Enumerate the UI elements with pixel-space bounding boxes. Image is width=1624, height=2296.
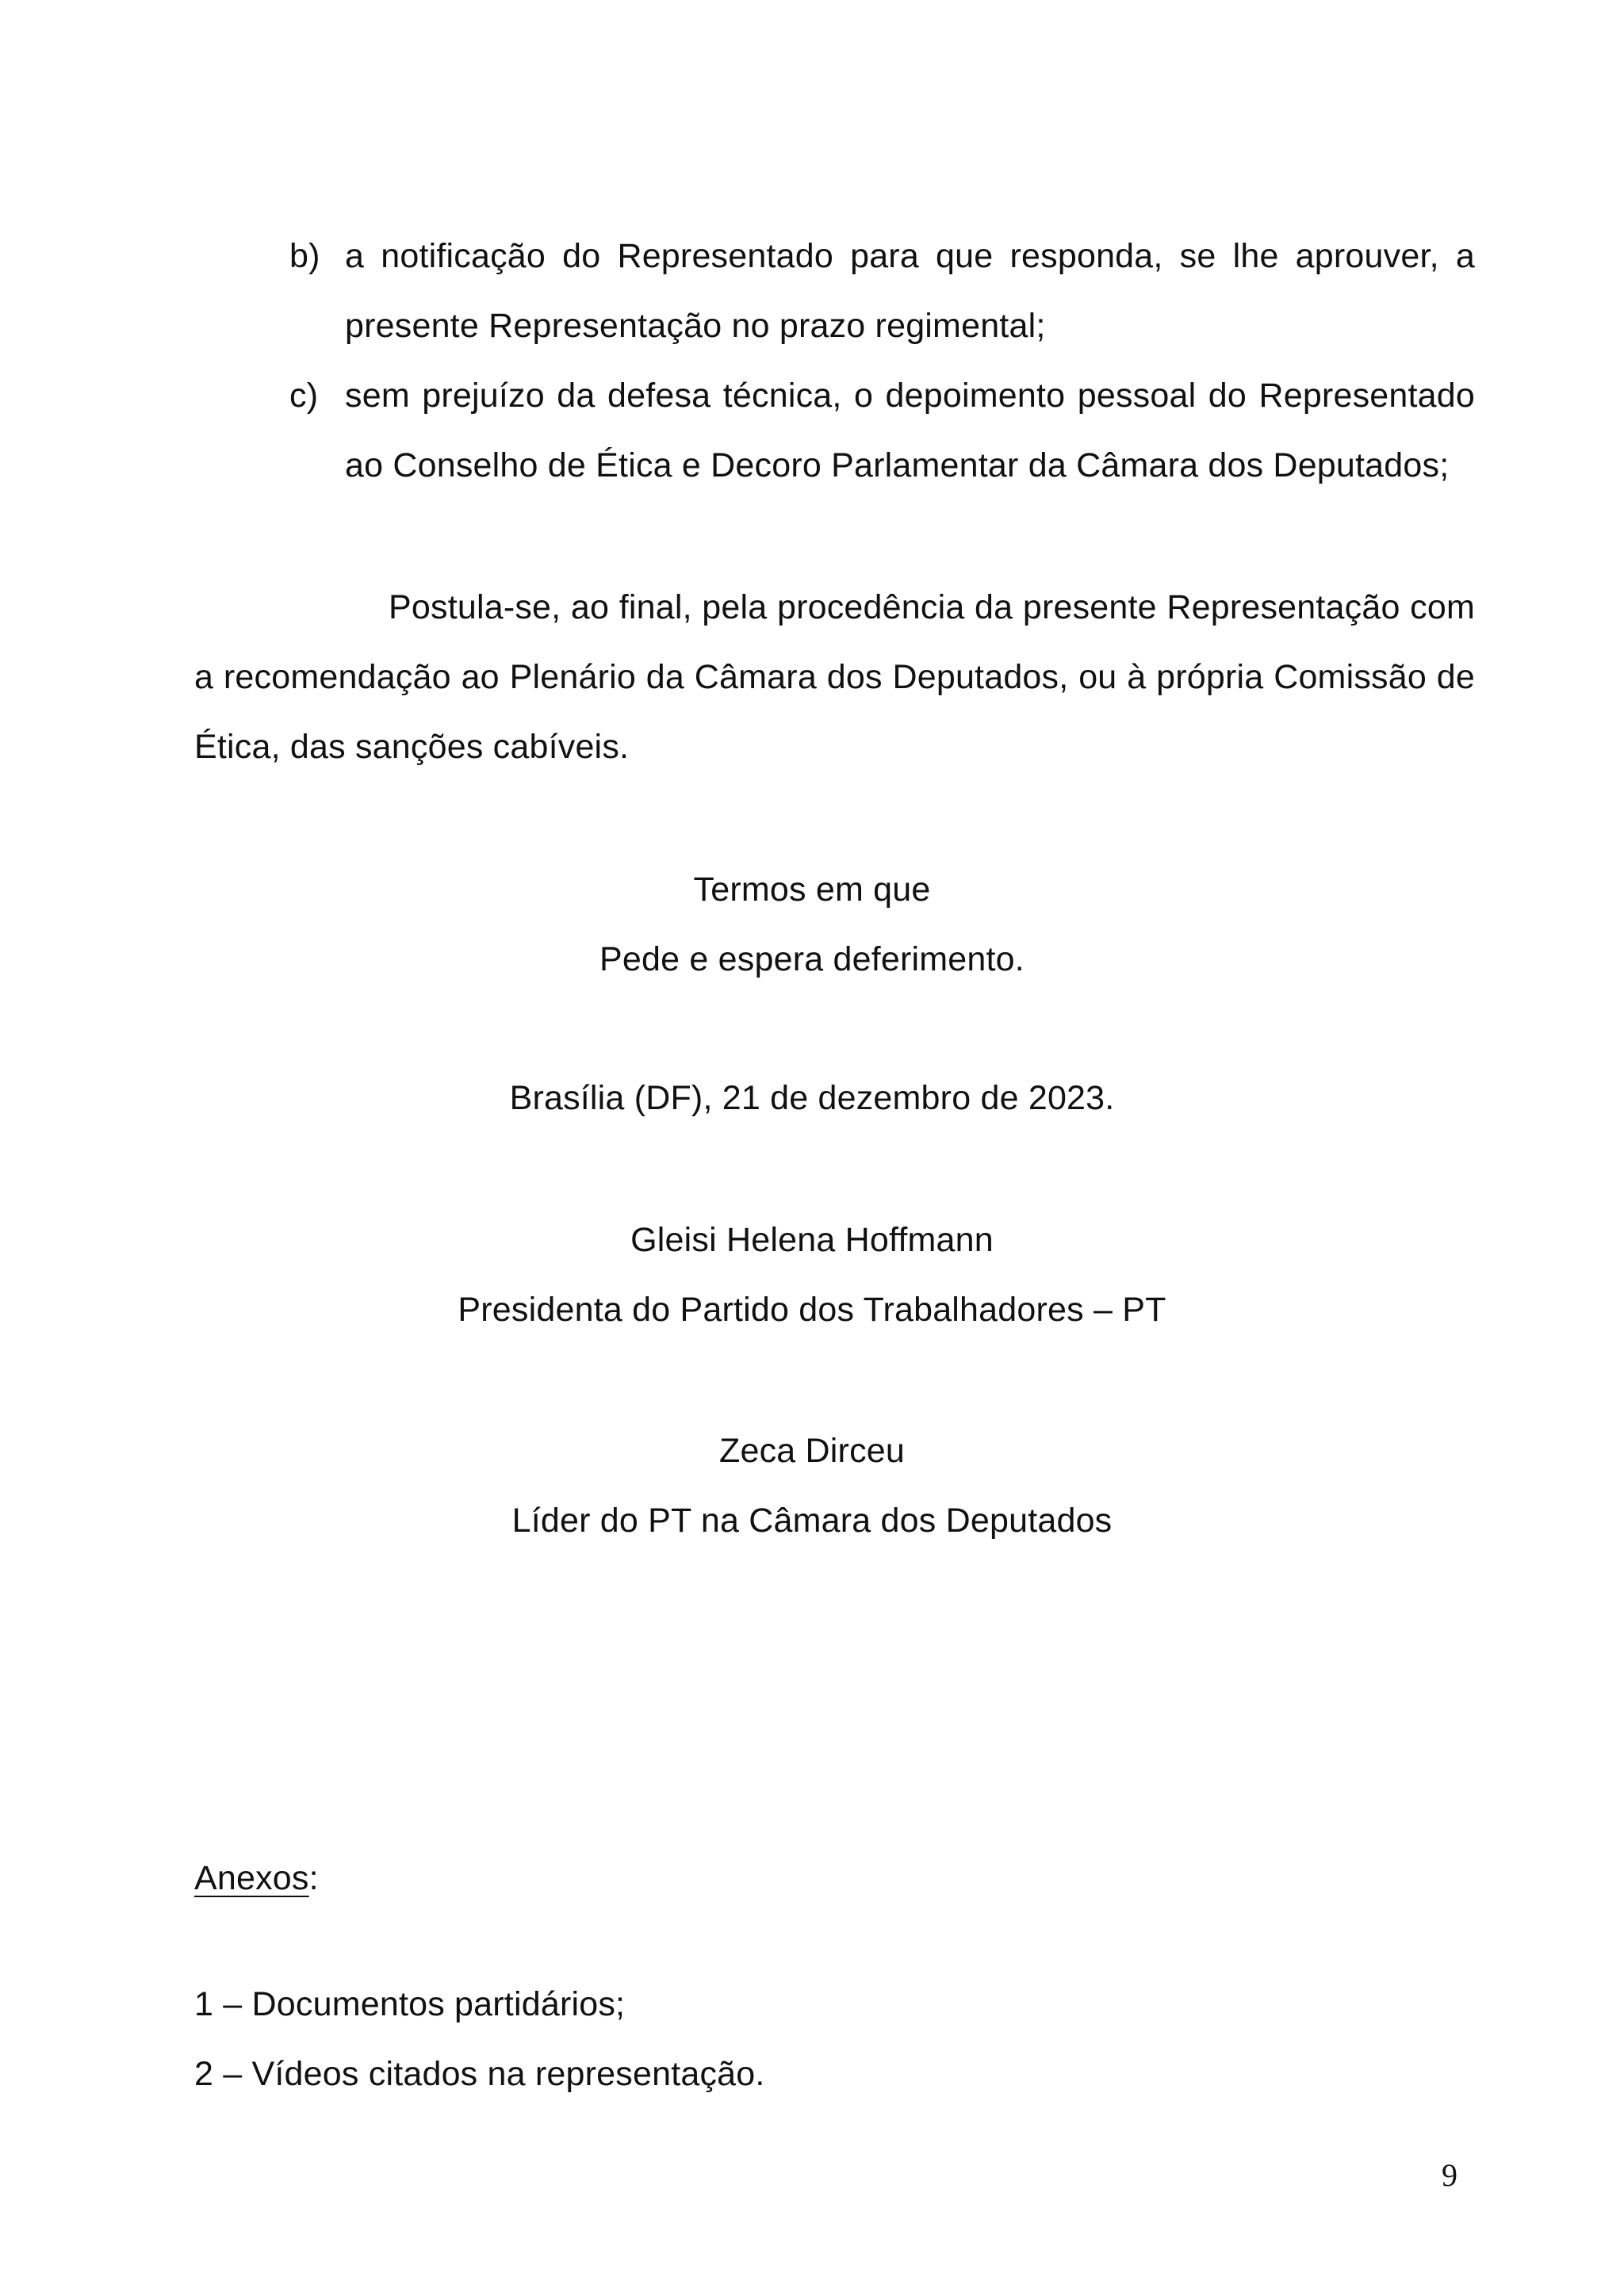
page-number: 9 [1442,2157,1457,2193]
annex-item: 2 – Vídeos citados na representação. [194,2055,765,2093]
closing-block [0,855,1624,994]
signature-block [0,1416,1624,1556]
signatory-title: Líder do PT na Câmara dos Deputados [511,1502,1113,1540]
date-line: Brasília (DF), 21 de dezembro de 2023. [509,1079,1115,1117]
list-item [289,221,1475,361]
list-marker: b) [289,237,320,275]
annex-heading-label: Anexos [194,1859,309,1897]
list-marker: c) [289,377,319,415]
closing-line-2: Pede e espera deferimento. [599,940,1025,978]
signatory-name: Zeca Dirceu [719,1432,905,1470]
annex-list [194,1969,765,2109]
closing-line-1: Termos em que [693,871,931,909]
annex-heading-suffix: : [308,1859,319,1897]
signature-block [0,1205,1624,1345]
annex-item: 1 – Documentos partidários; [194,1985,626,2023]
signatory-title: Presidenta do Partido dos Trabalhadores – PT [458,1291,1166,1329]
conclusion-paragraph: Postula-se, ao final, pela procedência da presente Representação com a recomendação ao Plenário da Câmara dos Deputados, ou à própria Comissão de Ética, das sanções cabíveis. [194,588,1475,766]
list-item-text: sem prejuízo da defesa técnica, o depoimento pessoal do Representado ao Conselho de Ética e Decoro Parlamentar da Câmara dos Deputados; [345,377,1475,484]
annex-heading [194,1843,319,1913]
signatory-name: Gleisi Helena Hoffmann [630,1221,994,1259]
list-item [289,361,1475,500]
request-list [289,221,1475,500]
list-item-text: a notificação do Representado para que responda, se lhe aprouver, a presente Representação no prazo regimental; [345,237,1475,345]
